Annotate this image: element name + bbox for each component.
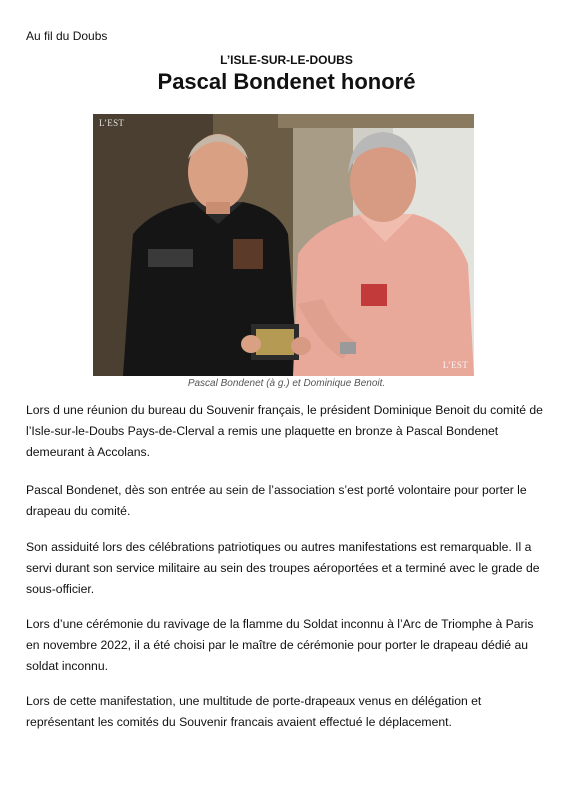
section-label: Au fil du Doubs — [26, 29, 108, 43]
photo-caption: Pascal Bondenet (à g.) et Dominique Benoit. — [187, 378, 386, 389]
article-paragraph: Son assiduité lors des célébrations patriotiques ou autres manifestations est remarquable. Il a servi durant son service militaire au sein des troupes aéroportées et a terminé avec le grade de sous-officier. — [26, 540, 540, 596]
article-photo — [93, 114, 474, 376]
article-paragraph: Lors d’une cérémonie du ravivage de la flamme du Soldat inconnu à l’Arc de Triomphe à Paris en novembre 2022, il a été choisi par le maître de cérémonie pour porter le drapeau dédié au soldat inconnu. — [26, 617, 534, 673]
article-paragraph: Lors de cette manifestation, une multitude de porte-drapeaux venus en délégation et représentant les comités du Souvenir francais avaient effectué le déplacement. — [26, 694, 482, 729]
article-kicker: L’ISLE-SUR-LE-DOUBS — [220, 53, 353, 67]
article-headline: Pascal Bondenet honoré — [157, 69, 416, 94]
photo-watermark-top: L’EST — [99, 118, 125, 128]
article-paragraph: Lors d une réunion du bureau du Souvenir français, le président Dominique Benoit du comité de l’Isle-sur-le-Doubs Pays-de-Clerval a remis une plaquette en bronze à Pascal Bondenet demeurant à Accolans. — [26, 403, 543, 459]
article-paragraph: Pascal Bondenet, dès son entrée au sein de l’association s’est porté volontaire pour porter le drapeau du comité. — [26, 483, 527, 518]
photo-watermark-bottom: L’EST — [442, 360, 468, 370]
